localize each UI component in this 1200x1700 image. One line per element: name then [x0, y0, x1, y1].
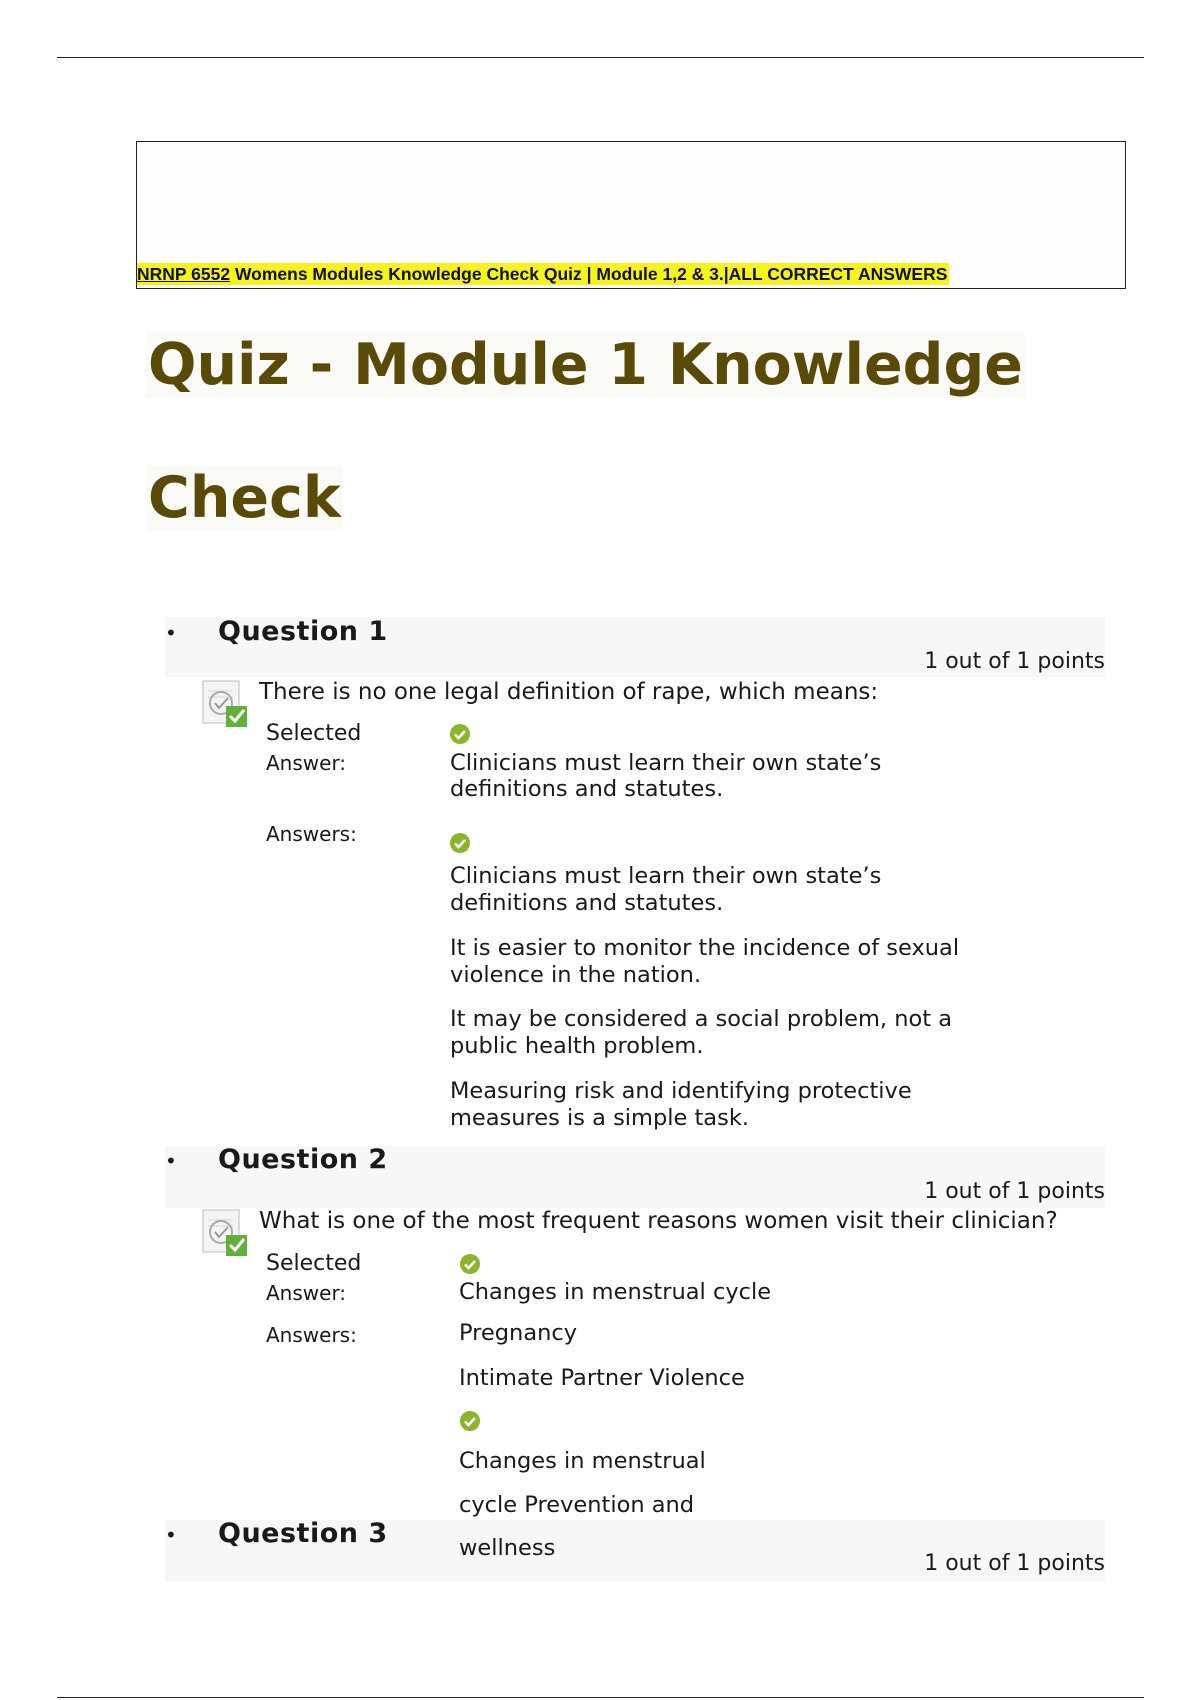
selected-label-2: Answer:	[266, 1281, 347, 1305]
page-title-line-1: Quiz - Module 1 Knowledge	[148, 332, 1023, 398]
question-1-answer-1-line-1: Clinicians must learn their own state’s	[450, 863, 882, 889]
top-rule	[57, 57, 1144, 58]
banner-rest: Womens Modules Knowledge Check Quiz | Module 1,2 & 3.|ALL CORRECT ANSWERS	[230, 264, 948, 284]
question-1-answer-3-line-1: It may be considered a social problem, not a	[450, 1006, 953, 1032]
bullet-icon: •	[165, 1149, 177, 1173]
question-2-title: Question 2	[218, 1144, 388, 1175]
question-2-answer-4: cycle Prevention and	[459, 1492, 695, 1518]
question-2-answer-3: Changes in menstrual	[459, 1448, 706, 1474]
question-1-title: Question 1	[218, 616, 388, 647]
graded-correct-icon	[199, 677, 249, 729]
selected-label: Selected	[266, 721, 362, 746]
question-2-prompt: What is one of the most frequent reasons women visit their clinician?	[259, 1208, 1058, 1234]
question-1-answer-1-line-2: definitions and statutes.	[450, 890, 724, 916]
question-1-answer-2-line-1: It is easier to monitor the incidence of sexual	[450, 935, 960, 961]
question-1-answer-2-line-2: violence in the nation.	[450, 962, 702, 988]
check-circle-icon	[460, 1254, 480, 1274]
check-circle-icon	[450, 833, 470, 853]
question-1-prompt: There is no one legal definition of rape, which means:	[259, 679, 879, 705]
question-1-selected-line-1: Clinicians must learn their own state’s	[450, 750, 882, 776]
question-1-answer-4-line-1: Measuring risk and identifying protective	[450, 1078, 912, 1104]
question-1-answer-4-line-2: measures is a simple task.	[450, 1105, 750, 1131]
question-2-points: 1 out of 1 points	[924, 1179, 1105, 1204]
question-2-selected-answer: Changes in menstrual cycle	[459, 1279, 772, 1305]
graded-correct-icon	[199, 1206, 249, 1258]
answers-label: Answers:	[266, 822, 357, 846]
selected-label-2: Answer:	[266, 751, 347, 775]
question-3-title: Question 3	[218, 1518, 388, 1549]
check-circle-icon	[450, 724, 470, 744]
question-1-selected-line-2: definitions and statutes.	[450, 776, 724, 802]
bullet-icon: •	[165, 621, 177, 645]
header-banner	[136, 141, 1126, 289]
question-2-answer-1: Pregnancy	[459, 1320, 578, 1346]
bullet-icon: •	[165, 1523, 177, 1547]
question-3-points: 1 out of 1 points	[924, 1551, 1105, 1576]
question-2-answer-2: Intimate Partner Violence	[459, 1365, 745, 1391]
question-1-answer-3-line-2: public health problem.	[450, 1033, 704, 1059]
question-2-answer-5: wellness	[459, 1535, 556, 1561]
page-title-line-2: Check	[148, 465, 341, 531]
selected-label: Selected	[266, 1251, 362, 1276]
bottom-rule	[57, 1697, 1144, 1698]
answers-label: Answers:	[266, 1323, 357, 1347]
check-circle-icon	[460, 1411, 480, 1431]
banner-title	[137, 263, 949, 285]
question-1-points: 1 out of 1 points	[924, 649, 1105, 674]
course-code: NRNP 6552	[137, 264, 231, 284]
